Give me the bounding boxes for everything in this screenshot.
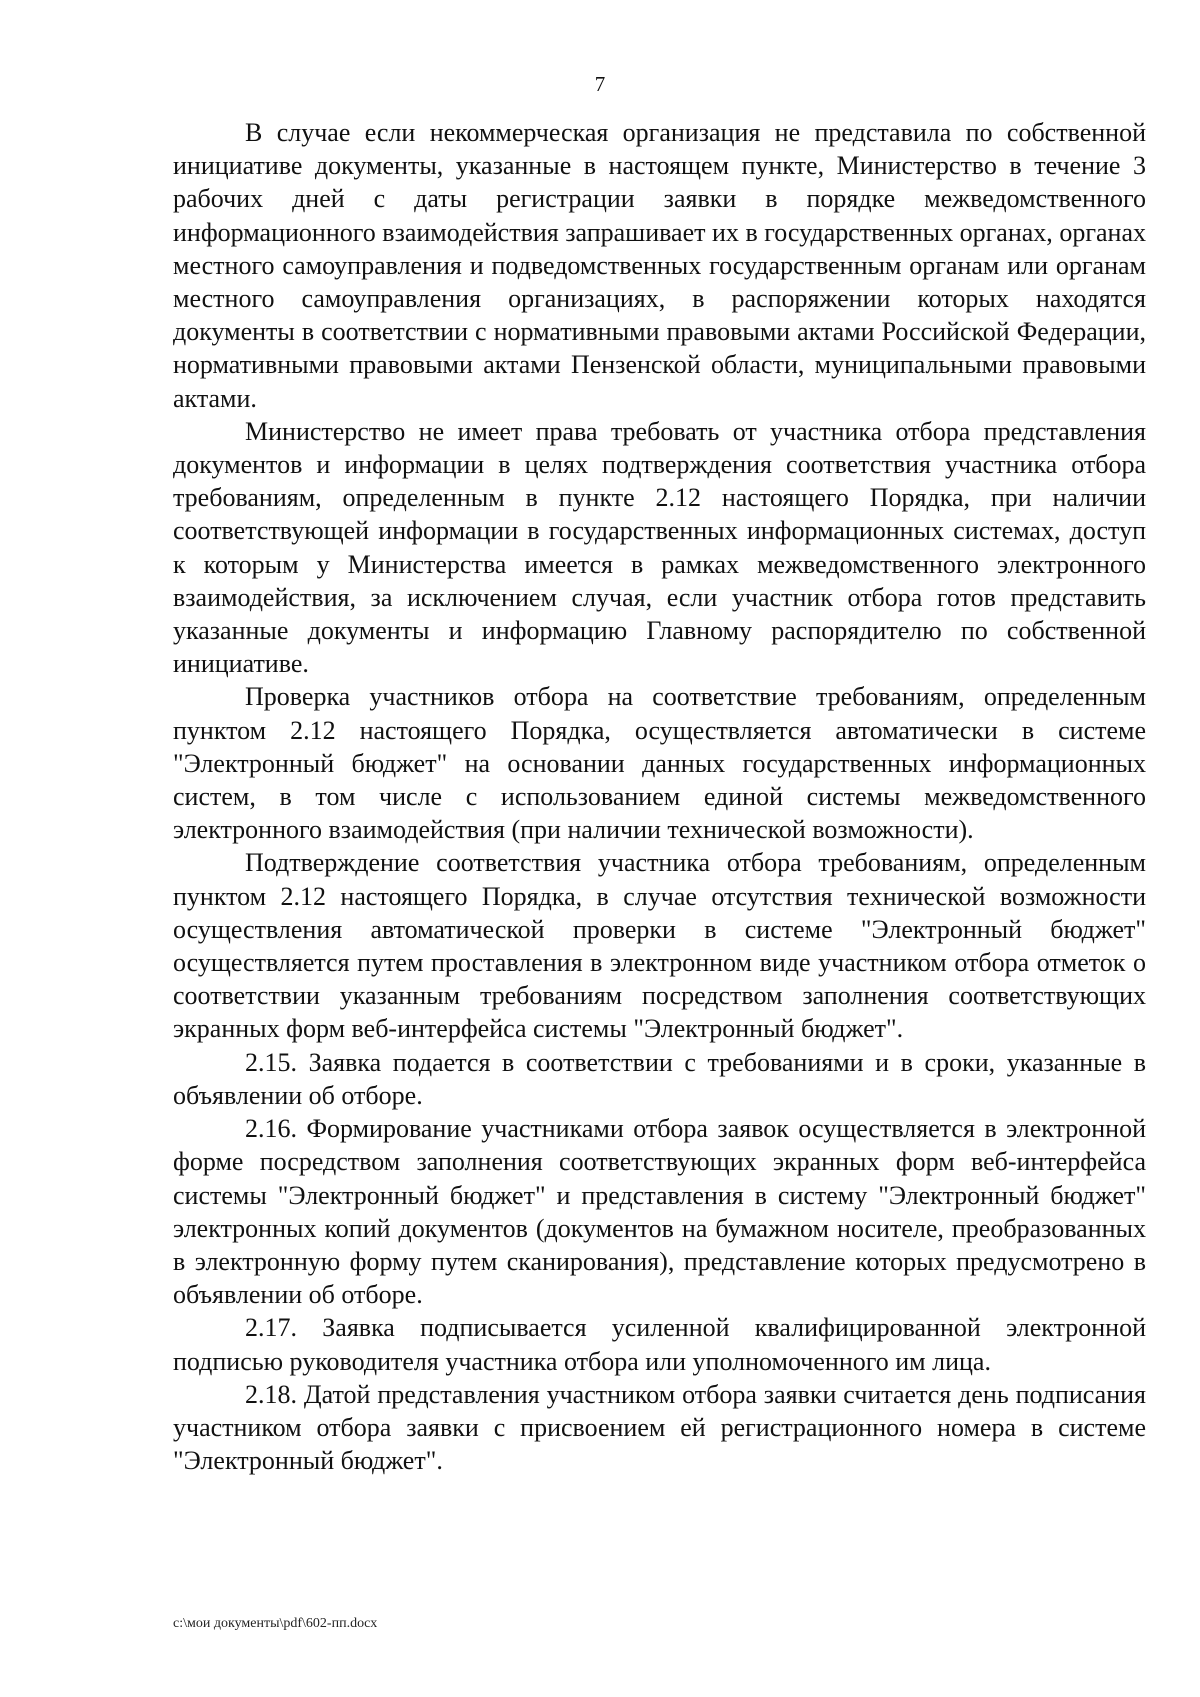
paragraph-2-17: 2.17. Заявка подписывается усиленной квалифицированной электронной подписью руководителя участника отбора или уполномоченного им лица. [173, 1313, 1146, 1376]
paragraph-2-15: 2.15. Заявка подается в соответствии с требованиями и в сроки, указанные в объявлении об отборе. [173, 1047, 1146, 1110]
paragraph-interagency-request: В случае если некоммерческая организация не представила по собственной инициативе документы, указанные в настоящем пункте, Министерство в течение 3 рабочих дней с даты регистрации заявки в порядке межведомственного информационного взаимодействия запрашивает их в государственных органах, органах местного самоуправления и подведомственных государственным органам или органам местного самоуправления организациях, в распоряжении которых находятся документы в соответствии с нормативными правовыми актами Российской Федерации, нормативными правовыми актами Пензенской области, муниципальными правовыми актами. [173, 118, 1146, 413]
document-body [173, 116, 1146, 1477]
footer-file-path: c:\мои документы\pdf\602-пп.docx [173, 1616, 378, 1631]
paragraph-2-18: 2.18. Датой представления участником отбора заявки считается день подписания участником отбора заявки с присвоением ей регистрационного номера в системе "Электронный бюджет". [173, 1379, 1146, 1476]
paragraph-automatic-check: Проверка участников отбора на соответствие требованиям, определенным пунктом 2.12 настоящего Порядка, осуществляется автоматически в системе "Электронный бюджет" на основании данных государственных информационных систем, в том числе с использованием единой системы межведомственного электронного взаимодействия (при наличии технической возможности). [173, 682, 1146, 845]
paragraph-2-16: 2.16. Формирование участниками отбора заявок осуществляется в электронной форме посредством заполнения соответствующих экранных форм веб-интерфейса системы "Электронный бюджет" и представления в систему "Электронный бюджет" электронных копий документов (документов на бумажном носителе, преобразованных в электронную форму путем сканирования), представление которых предусмотрено в объявлении об отборе. [173, 1114, 1146, 1310]
page-number: 7 [594, 72, 606, 96]
paragraph-confirmation: Подтверждение соответствия участника отбора требованиям, определенным пунктом 2.12 настоящего Порядка, в случае отсутствия технической возможности осуществления автоматической проверки в системе "Электронный бюджет" осуществляется путем проставления в электронном виде участником отбора отметок о соответствии указанным требованиям посредством заполнения соответствующих экранных форм веб-интерфейса системы "Электронный бюджет". [173, 848, 1146, 1044]
paragraph-ministry-no-right: Министерство не имеет права требовать от участника отбора представления документов и информации в целях подтверждения соответствия участника отбора требованиям, определенным в пункте 2.12 настоящего Порядка, при наличии соответствующей информации в государственных информационных системах, доступ к которым у Министерства имеется в рамках межведомственного электронного взаимодействия, за исключением случая, если участник отбора готов представить указанные документы и информацию Главному распорядителю по собственной инициативе. [173, 416, 1146, 679]
